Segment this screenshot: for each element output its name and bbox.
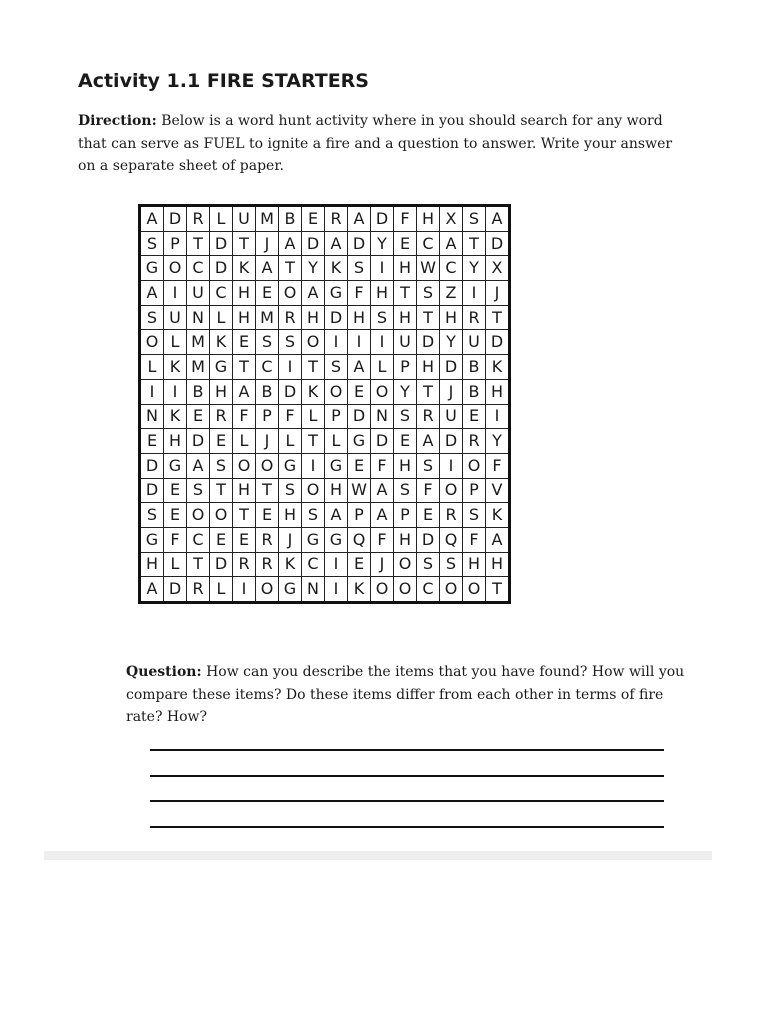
grid-cell[interactable]: L <box>371 355 394 380</box>
grid-cell[interactable]: C <box>187 527 210 552</box>
answer-line[interactable] <box>150 775 664 777</box>
grid-cell[interactable]: E <box>210 527 233 552</box>
grid-cell[interactable]: G <box>325 527 348 552</box>
grid-cell[interactable]: F <box>371 453 394 478</box>
grid-cell[interactable]: H <box>486 552 510 577</box>
grid-cell[interactable]: R <box>233 552 256 577</box>
grid-cell[interactable]: J <box>279 527 302 552</box>
grid-cell[interactable]: E <box>394 429 417 454</box>
grid-cell[interactable]: S <box>417 281 440 306</box>
grid-cell[interactable]: H <box>302 305 325 330</box>
grid-cell[interactable]: I <box>140 379 164 404</box>
grid-cell[interactable]: A <box>371 503 394 528</box>
grid-cell[interactable]: S <box>187 478 210 503</box>
answer-line[interactable] <box>150 826 664 828</box>
answer-line[interactable] <box>150 800 664 802</box>
grid-cell[interactable]: S <box>440 552 463 577</box>
grid-cell[interactable]: A <box>371 478 394 503</box>
grid-cell[interactable]: U <box>164 305 187 330</box>
grid-row <box>140 429 510 454</box>
grid-row <box>140 577 510 603</box>
grid-cell[interactable]: G <box>325 281 348 306</box>
grid-cell[interactable]: F <box>279 404 302 429</box>
grid-cell[interactable]: R <box>325 206 348 232</box>
grid-cell[interactable]: T <box>463 231 486 256</box>
grid-cell[interactable]: S <box>140 305 164 330</box>
grid-cell[interactable]: O <box>187 503 210 528</box>
grid-cell[interactable]: K <box>164 355 187 380</box>
grid-cell[interactable]: S <box>210 453 233 478</box>
grid-cell[interactable]: T <box>486 305 510 330</box>
grid-cell[interactable]: U <box>187 281 210 306</box>
grid-cell[interactable]: R <box>187 577 210 603</box>
grid-cell[interactable]: T <box>302 429 325 454</box>
grid-cell[interactable]: D <box>140 478 164 503</box>
grid-cell[interactable]: P <box>348 503 371 528</box>
grid-cell[interactable]: H <box>279 503 302 528</box>
grid-row <box>140 552 510 577</box>
grid-cell[interactable]: T <box>233 231 256 256</box>
grid-cell[interactable]: I <box>325 330 348 355</box>
grid-cell[interactable]: G <box>279 453 302 478</box>
grid-cell[interactable]: E <box>394 231 417 256</box>
direction-text: Below is a word hunt activity where in you should search for any word that can serve as FUEL to ignite a fire and a question to answer. Write your answer on a separate sheet of paper. <box>78 113 673 174</box>
activity-title: Activity 1.1 FIRE STARTERS <box>78 70 369 92</box>
grid-cell[interactable]: A <box>256 256 279 281</box>
grid-cell[interactable]: O <box>210 503 233 528</box>
grid-cell[interactable]: A <box>325 503 348 528</box>
grid-cell[interactable]: H <box>417 355 440 380</box>
grid-cell[interactable]: R <box>256 552 279 577</box>
grid-cell[interactable]: P <box>164 231 187 256</box>
grid-cell[interactable]: A <box>140 281 164 306</box>
grid-cell[interactable]: D <box>417 527 440 552</box>
grid-cell[interactable]: J <box>256 429 279 454</box>
grid-cell[interactable]: J <box>256 231 279 256</box>
grid-cell[interactable]: L <box>279 429 302 454</box>
grid-cell[interactable]: C <box>210 281 233 306</box>
grid-cell[interactable]: I <box>371 330 394 355</box>
grid-cell[interactable]: B <box>463 379 486 404</box>
grid-cell[interactable]: N <box>187 305 210 330</box>
grid-cell[interactable]: O <box>394 577 417 603</box>
grid-cell[interactable]: E <box>164 503 187 528</box>
grid-cell[interactable]: K <box>486 355 510 380</box>
answer-line[interactable] <box>150 749 664 751</box>
grid-cell[interactable]: O <box>463 453 486 478</box>
grid-cell[interactable]: C <box>187 256 210 281</box>
grid-cell[interactable]: P <box>394 503 417 528</box>
grid-cell[interactable]: D <box>371 206 394 232</box>
grid-cell[interactable]: S <box>256 330 279 355</box>
grid-cell[interactable]: H <box>164 429 187 454</box>
grid-cell[interactable]: F <box>394 206 417 232</box>
page-bottom-edge <box>44 851 712 860</box>
grid-cell[interactable]: T <box>417 305 440 330</box>
grid-cell[interactable]: H <box>233 305 256 330</box>
grid-cell[interactable]: D <box>371 429 394 454</box>
grid-row <box>140 404 510 429</box>
grid-cell[interactable]: E <box>187 404 210 429</box>
grid-cell[interactable]: E <box>233 330 256 355</box>
grid-cell[interactable]: T <box>279 256 302 281</box>
grid-row <box>140 206 510 232</box>
grid-cell[interactable]: I <box>302 453 325 478</box>
grid-cell[interactable]: O <box>302 330 325 355</box>
grid-cell[interactable]: A <box>233 379 256 404</box>
grid-cell[interactable]: Y <box>302 256 325 281</box>
grid-cell[interactable]: D <box>164 577 187 603</box>
grid-cell[interactable]: G <box>140 256 164 281</box>
grid-cell[interactable]: P <box>394 355 417 380</box>
grid-cell[interactable]: G <box>164 453 187 478</box>
grid-cell[interactable]: S <box>463 206 486 232</box>
grid-cell[interactable]: T <box>187 231 210 256</box>
grid-cell[interactable]: D <box>348 404 371 429</box>
grid-cell[interactable]: W <box>348 478 371 503</box>
grid-cell[interactable]: H <box>325 478 348 503</box>
grid-cell[interactable]: L <box>302 404 325 429</box>
grid-cell[interactable]: C <box>417 231 440 256</box>
grid-cell[interactable]: F <box>486 453 510 478</box>
grid-cell[interactable]: H <box>463 552 486 577</box>
question-label: Question: <box>126 664 202 680</box>
grid-cell[interactable]: O <box>463 577 486 603</box>
grid-cell[interactable]: I <box>325 552 348 577</box>
grid-cell[interactable]: R <box>210 404 233 429</box>
grid-cell[interactable]: T <box>302 355 325 380</box>
grid-cell[interactable]: W <box>417 256 440 281</box>
grid-cell[interactable]: M <box>256 206 279 232</box>
grid-cell[interactable]: B <box>256 379 279 404</box>
grid-cell[interactable]: F <box>371 527 394 552</box>
grid-cell[interactable]: D <box>440 429 463 454</box>
direction-paragraph <box>78 110 688 178</box>
grid-cell[interactable]: O <box>233 453 256 478</box>
grid-cell[interactable]: L <box>233 429 256 454</box>
grid-cell[interactable]: R <box>440 503 463 528</box>
grid-cell[interactable]: X <box>440 206 463 232</box>
grid-cell[interactable]: E <box>302 206 325 232</box>
grid-cell[interactable]: D <box>440 355 463 380</box>
grid-cell[interactable]: I <box>233 577 256 603</box>
grid-cell[interactable]: G <box>140 527 164 552</box>
grid-cell[interactable]: H <box>210 379 233 404</box>
grid-cell[interactable]: G <box>210 355 233 380</box>
grid-cell[interactable]: M <box>187 355 210 380</box>
grid-cell[interactable]: P <box>256 404 279 429</box>
grid-cell[interactable]: I <box>463 281 486 306</box>
grid-cell[interactable]: F <box>233 404 256 429</box>
grid-row <box>140 355 510 380</box>
grid-cell[interactable]: R <box>279 305 302 330</box>
grid-cell[interactable]: D <box>348 231 371 256</box>
grid-cell[interactable]: L <box>164 330 187 355</box>
grid-cell[interactable]: H <box>394 305 417 330</box>
grid-cell[interactable]: B <box>463 355 486 380</box>
grid-cell[interactable]: O <box>325 379 348 404</box>
grid-cell[interactable]: U <box>440 404 463 429</box>
grid-cell[interactable]: S <box>279 330 302 355</box>
grid-cell[interactable]: D <box>210 256 233 281</box>
grid-cell[interactable]: A <box>279 231 302 256</box>
grid-cell[interactable]: E <box>256 503 279 528</box>
grid-cell[interactable]: I <box>348 330 371 355</box>
grid-cell[interactable]: D <box>187 429 210 454</box>
grid-cell[interactable]: L <box>210 305 233 330</box>
grid-cell[interactable]: I <box>486 404 510 429</box>
grid-cell[interactable]: R <box>463 429 486 454</box>
grid-cell[interactable]: T <box>486 577 510 603</box>
grid-cell[interactable]: S <box>348 256 371 281</box>
grid-cell[interactable]: M <box>256 305 279 330</box>
grid-cell[interactable]: E <box>417 503 440 528</box>
grid-cell[interactable]: A <box>140 206 164 232</box>
grid-row <box>140 256 510 281</box>
grid-cell[interactable]: K <box>348 577 371 603</box>
grid-cell[interactable]: H <box>394 453 417 478</box>
grid-cell[interactable]: J <box>440 379 463 404</box>
grid-cell[interactable]: H <box>394 256 417 281</box>
grid-cell[interactable]: T <box>233 355 256 380</box>
grid-cell[interactable]: O <box>394 552 417 577</box>
grid-cell[interactable]: A <box>325 231 348 256</box>
grid-cell[interactable]: S <box>140 231 164 256</box>
grid-cell[interactable]: D <box>164 206 187 232</box>
grid-cell[interactable]: E <box>463 404 486 429</box>
grid-cell[interactable]: E <box>256 281 279 306</box>
grid-cell[interactable]: S <box>394 404 417 429</box>
grid-row <box>140 379 510 404</box>
grid-row <box>140 231 510 256</box>
grid-cell[interactable]: F <box>417 478 440 503</box>
grid-cell[interactable]: H <box>233 281 256 306</box>
grid-cell[interactable]: Z <box>440 281 463 306</box>
grid-cell[interactable]: T <box>210 478 233 503</box>
grid-cell[interactable]: G <box>279 577 302 603</box>
grid-cell[interactable]: M <box>187 330 210 355</box>
grid-cell[interactable]: T <box>394 281 417 306</box>
grid-cell[interactable]: L <box>210 577 233 603</box>
grid-cell[interactable]: N <box>371 404 394 429</box>
word-search-grid <box>138 204 511 604</box>
grid-cell[interactable]: R <box>417 404 440 429</box>
grid-cell[interactable]: H <box>348 305 371 330</box>
grid-cell[interactable]: O <box>440 577 463 603</box>
grid-cell[interactable]: D <box>140 453 164 478</box>
grid-cell[interactable]: P <box>463 478 486 503</box>
grid-cell[interactable]: E <box>348 379 371 404</box>
grid-cell[interactable]: Y <box>463 256 486 281</box>
grid-cell[interactable]: T <box>256 478 279 503</box>
grid-cell[interactable]: Y <box>486 429 510 454</box>
grid-cell[interactable]: R <box>463 305 486 330</box>
grid-cell[interactable]: E <box>348 453 371 478</box>
grid-row <box>140 305 510 330</box>
grid-cell[interactable]: O <box>371 379 394 404</box>
grid-cell[interactable]: L <box>210 206 233 232</box>
grid-cell[interactable]: D <box>279 379 302 404</box>
grid-cell[interactable]: D <box>486 330 510 355</box>
grid-cell[interactable]: C <box>256 355 279 380</box>
grid-cell[interactable]: A <box>187 453 210 478</box>
direction-label: Direction: <box>78 113 157 129</box>
grid-cell[interactable]: E <box>210 429 233 454</box>
grid-cell[interactable]: Y <box>394 379 417 404</box>
grid-cell[interactable]: H <box>140 552 164 577</box>
grid-cell[interactable]: C <box>417 577 440 603</box>
grid-cell[interactable]: I <box>371 256 394 281</box>
grid-cell[interactable]: K <box>233 256 256 281</box>
grid-cell[interactable]: H <box>417 206 440 232</box>
grid-cell[interactable]: I <box>164 281 187 306</box>
grid-row <box>140 478 510 503</box>
grid-cell[interactable]: E <box>140 429 164 454</box>
grid-cell[interactable]: L <box>325 429 348 454</box>
grid-cell[interactable]: Y <box>371 231 394 256</box>
question-text: How can you describe the items that you have found? How will you compare these items? Do these items differ from each other in terms of fire rate? How? <box>126 664 685 725</box>
grid-cell[interactable]: R <box>187 206 210 232</box>
grid-cell[interactable]: V <box>486 478 510 503</box>
grid-cell[interactable]: D <box>210 231 233 256</box>
grid-cell[interactable]: U <box>463 330 486 355</box>
grid-cell[interactable]: X <box>486 256 510 281</box>
grid-cell[interactable]: F <box>348 281 371 306</box>
grid-cell[interactable]: I <box>440 453 463 478</box>
grid-row <box>140 453 510 478</box>
grid-cell[interactable]: A <box>486 206 510 232</box>
grid-cell[interactable]: A <box>140 577 164 603</box>
grid-cell[interactable]: I <box>325 577 348 603</box>
grid-cell[interactable]: T <box>417 379 440 404</box>
grid-cell[interactable]: S <box>325 355 348 380</box>
grid-cell[interactable]: S <box>302 503 325 528</box>
grid-cell[interactable]: E <box>348 552 371 577</box>
grid-cell[interactable]: I <box>279 355 302 380</box>
grid-cell[interactable]: U <box>394 330 417 355</box>
grid-cell[interactable]: B <box>187 379 210 404</box>
grid-cell[interactable]: U <box>233 206 256 232</box>
grid-cell[interactable]: T <box>187 552 210 577</box>
grid-cell[interactable]: C <box>302 552 325 577</box>
grid-cell[interactable]: H <box>486 379 510 404</box>
grid-cell[interactable]: O <box>164 256 187 281</box>
grid-cell[interactable]: S <box>417 552 440 577</box>
grid-cell[interactable]: O <box>371 577 394 603</box>
grid-cell[interactable]: F <box>164 527 187 552</box>
grid-cell[interactable]: K <box>210 330 233 355</box>
grid-cell[interactable]: S <box>417 453 440 478</box>
grid-row <box>140 503 510 528</box>
grid-cell[interactable]: K <box>486 503 510 528</box>
grid-cell[interactable]: H <box>371 281 394 306</box>
grid-cell[interactable]: K <box>279 552 302 577</box>
grid-cell[interactable]: Q <box>348 527 371 552</box>
grid-cell[interactable]: O <box>256 577 279 603</box>
grid-cell[interactable]: D <box>302 231 325 256</box>
grid-cell[interactable]: S <box>371 305 394 330</box>
grid-cell[interactable]: K <box>325 256 348 281</box>
grid-cell[interactable]: A <box>348 206 371 232</box>
grid-cell[interactable]: O <box>440 478 463 503</box>
grid-cell[interactable]: Q <box>440 527 463 552</box>
grid-cell[interactable]: J <box>486 281 510 306</box>
grid-cell[interactable]: D <box>417 330 440 355</box>
grid-cell[interactable]: C <box>440 256 463 281</box>
grid-cell[interactable]: K <box>302 379 325 404</box>
grid-cell[interactable]: P <box>325 404 348 429</box>
grid-cell[interactable]: H <box>233 478 256 503</box>
grid-cell[interactable]: A <box>348 355 371 380</box>
grid-cell[interactable]: I <box>164 379 187 404</box>
grid-cell[interactable]: G <box>325 453 348 478</box>
grid-cell[interactable]: A <box>417 429 440 454</box>
grid-cell[interactable]: A <box>302 281 325 306</box>
grid-cell[interactable]: D <box>210 552 233 577</box>
grid-row <box>140 330 510 355</box>
grid-cell[interactable]: A <box>440 231 463 256</box>
grid-cell[interactable]: N <box>140 404 164 429</box>
grid-cell[interactable]: D <box>486 231 510 256</box>
grid-cell[interactable]: E <box>233 527 256 552</box>
grid-cell[interactable]: A <box>486 527 510 552</box>
grid-cell[interactable]: O <box>140 330 164 355</box>
grid-row <box>140 527 510 552</box>
grid-cell[interactable]: S <box>140 503 164 528</box>
grid-cell[interactable]: H <box>440 305 463 330</box>
grid-cell[interactable]: O <box>256 453 279 478</box>
grid-cell[interactable]: G <box>302 527 325 552</box>
grid-row <box>140 281 510 306</box>
grid-cell[interactable]: H <box>394 527 417 552</box>
grid-cell[interactable]: L <box>140 355 164 380</box>
grid-cell[interactable]: O <box>279 281 302 306</box>
grid-cell[interactable]: D <box>325 305 348 330</box>
grid-cell[interactable]: E <box>164 478 187 503</box>
grid-cell[interactable]: B <box>279 206 302 232</box>
grid-cell[interactable]: K <box>164 404 187 429</box>
grid-cell[interactable]: S <box>394 478 417 503</box>
grid-cell[interactable]: J <box>371 552 394 577</box>
grid-cell[interactable]: S <box>279 478 302 503</box>
grid-cell[interactable]: R <box>256 527 279 552</box>
question-paragraph <box>126 661 686 729</box>
grid-cell[interactable]: F <box>463 527 486 552</box>
grid-cell[interactable]: T <box>233 503 256 528</box>
grid-cell[interactable]: G <box>348 429 371 454</box>
grid-cell[interactable]: O <box>302 478 325 503</box>
grid-cell[interactable]: S <box>463 503 486 528</box>
grid-cell[interactable]: Y <box>440 330 463 355</box>
grid-cell[interactable]: N <box>302 577 325 603</box>
grid-cell[interactable]: L <box>164 552 187 577</box>
